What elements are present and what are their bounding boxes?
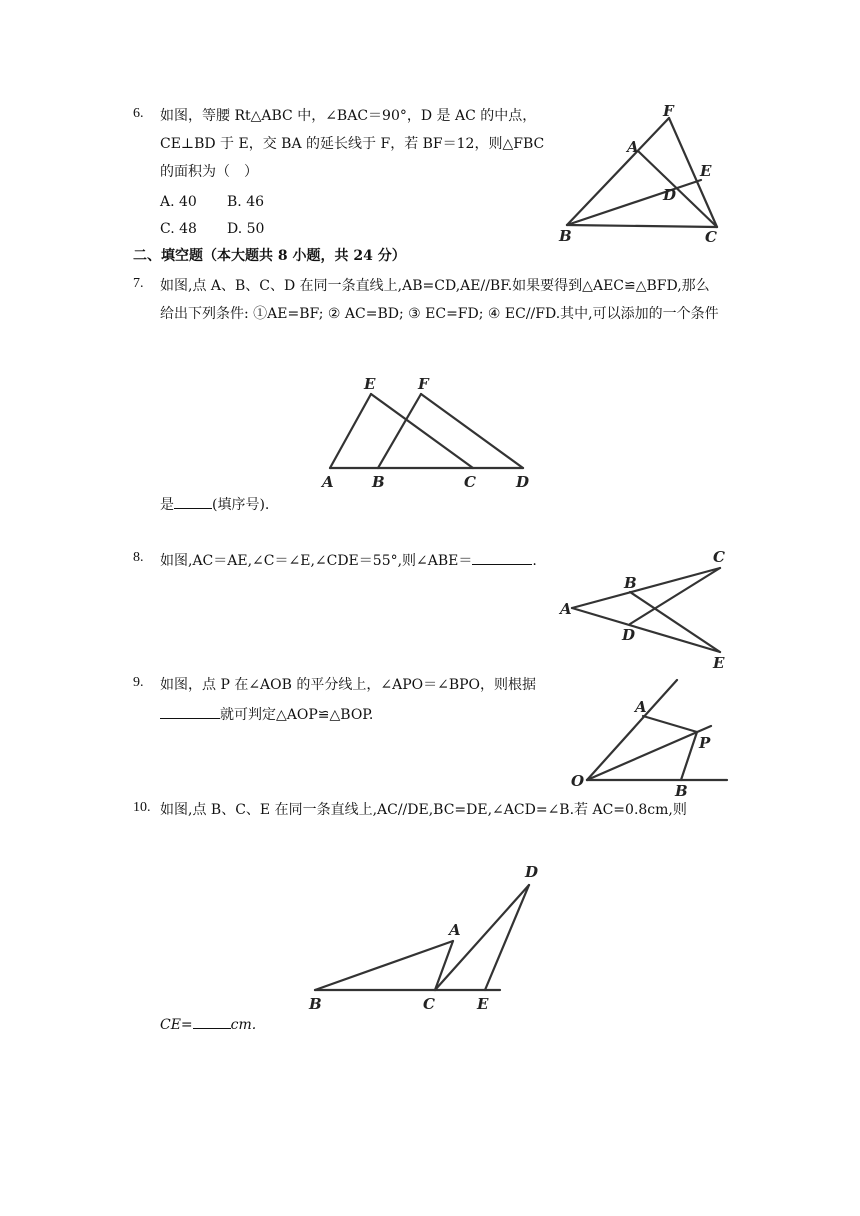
q8-number: 8. (133, 550, 144, 565)
section-fill-in-blank-title: 二、填空题（本大题共 8 小题，共 24 分） (133, 248, 406, 264)
q8-line1-text: 如图,AC＝AE,∠C＝∠E,∠CDE＝55°,则∠ABE＝ (160, 553, 473, 569)
q8-figure (558, 548, 738, 673)
q6-text-line3: 的面积为（ ） (160, 164, 258, 180)
q10-number: 10. (133, 800, 151, 815)
q10-label-B: B (309, 995, 322, 1013)
q8-text-line1 (160, 550, 537, 571)
q7-answer-blank[interactable] (174, 494, 212, 509)
q10-answer-blank[interactable] (193, 1014, 231, 1029)
q6-option-a: A. 40 (160, 194, 197, 210)
q6-option-b: B. 46 (227, 194, 265, 210)
q6-option-d: D. 50 (227, 221, 265, 237)
q6-label-A: A (627, 138, 639, 156)
q8-label-A: A (560, 600, 572, 618)
q9-text-line2 (160, 704, 373, 725)
q8-line1-suffix: . (532, 553, 537, 569)
q10-figure (305, 855, 555, 1015)
q6-number: 6. (133, 106, 144, 121)
q7-triangles-figure (318, 370, 548, 492)
q10-label-A: A (449, 921, 461, 939)
q9-label-B: B (675, 782, 688, 800)
q10-label-C: C (423, 995, 435, 1013)
q10-text-line2 (160, 1014, 256, 1035)
q7-label-F: F (418, 375, 429, 393)
q6-label-D: D (663, 186, 677, 204)
q10-line2-suffix: cm. (230, 1017, 257, 1033)
q7-line3-prefix: 是 (160, 497, 174, 513)
q7-label-E: E (364, 375, 376, 393)
q6-label-B: B (559, 227, 572, 245)
q9-answer-blank[interactable] (160, 704, 220, 719)
q6-text-line2: CE⊥BD 于 E，交 BA 的延长线于 F，若 BF＝12，则△FBC (160, 136, 545, 152)
q10-text-line1: 如图,点 B、C、E 在同一条直线上,AC//DE,BC=DE,∠ACD=∠B.若 AC=0.8cm,则 (160, 802, 687, 818)
q6-label-C: C (705, 228, 717, 246)
q7-label-C: C (464, 473, 476, 491)
q8-label-C: C (713, 548, 725, 566)
q7-label-A: A (322, 473, 334, 491)
q7-text-line3 (160, 494, 269, 515)
q7-label-B: B (372, 473, 385, 491)
q6-label-F: F (663, 102, 674, 120)
q9-label-O: O (571, 772, 585, 790)
q10-label-D: D (525, 863, 539, 881)
q9-label-A: A (635, 698, 647, 716)
q10-line2-prefix: CE= (160, 1017, 193, 1033)
q7-text-line1: 如图,点 A、B、C、D 在同一条直线上,AB=CD,AE//BF.如果要得到△AEC≌△BFD,那么 (160, 278, 710, 294)
q7-label-D: D (516, 473, 530, 491)
q7-line3-suffix: (填序号). (212, 497, 270, 513)
q8-label-E: E (713, 654, 725, 672)
q10-label-E: E (477, 995, 489, 1013)
q8-label-B: B (624, 574, 637, 592)
q9-angle-figure (565, 672, 735, 800)
q8-label-D: D (622, 626, 636, 644)
q7-text-line2: 给出下列条件: ①AE=BF; ② AC=BD; ③ EC=FD; ④ EC//FD.其中,可以添加的一个条件 (160, 306, 719, 322)
q8-answer-blank[interactable] (472, 550, 532, 565)
q7-number: 7. (133, 276, 144, 291)
q6-triangle-figure (555, 100, 735, 250)
q9-text-line1: 如图，点 P 在∠AOB 的平分线上，∠APO＝∠BPO，则根据 (160, 677, 537, 693)
q6-text-line1: 如图，等腰 Rt△ABC 中，∠BAC＝90°，D 是 AC 的中点， (160, 108, 537, 124)
q9-label-P: P (699, 734, 711, 752)
q9-line2-text: 就可判定△AOP≌△BOP. (220, 707, 374, 723)
q6-option-c: C. 48 (160, 221, 197, 237)
q6-label-E: E (700, 162, 712, 180)
q9-number: 9. (133, 675, 144, 690)
